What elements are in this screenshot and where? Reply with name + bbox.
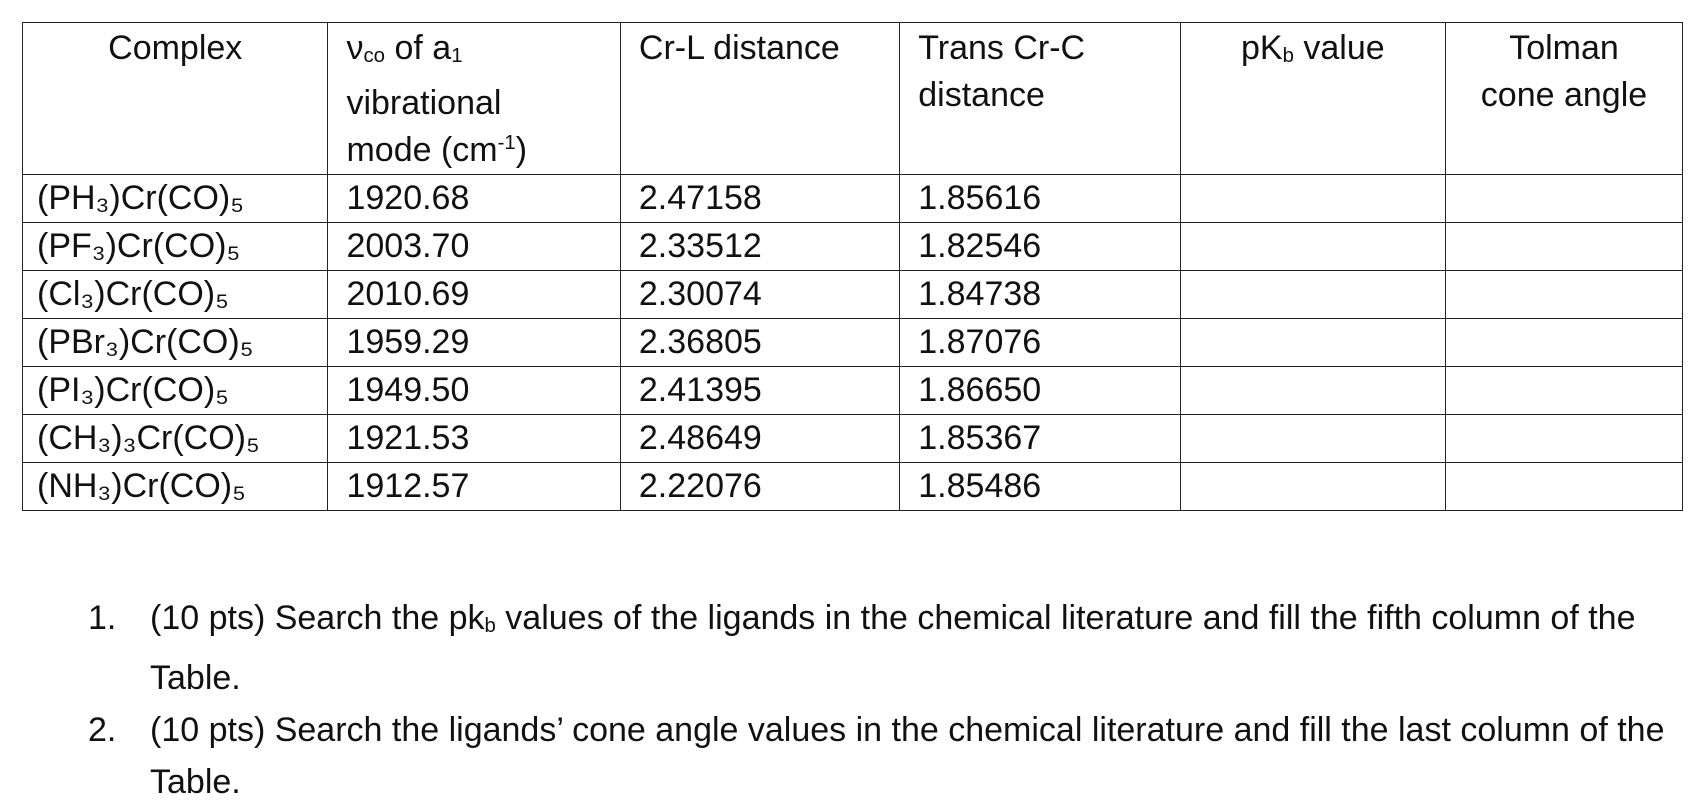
cell-cone-angle — [1445, 271, 1682, 319]
question-text: (10 pts) Search the $pk_b$ values of the ligands in the chemical literature and fill the fifth column of the Table. — [150, 599, 1636, 698]
cell-pkb — [1180, 175, 1445, 223]
cell-trans-cr-c: 1.84738 — [900, 271, 1180, 319]
question-text: (10 pts) Search the ligands’ cone angle values in the chemical literature and fill the last column of the Table. — [150, 711, 1665, 802]
data-table — [22, 22, 1683, 511]
cell-cone-angle — [1445, 415, 1682, 463]
cell-cone-angle — [1445, 223, 1682, 271]
table-row — [23, 175, 1683, 223]
cell-pkb — [1180, 223, 1445, 271]
table-header-row — [23, 23, 1683, 175]
header-cr-l-distance: Cr-L distance — [620, 23, 899, 175]
table-row — [23, 415, 1683, 463]
cell-pkb — [1180, 415, 1445, 463]
question-number: 1. — [88, 599, 117, 637]
cell-nu-co: 1949.50 — [328, 367, 620, 415]
header-pkb-value: $pK_b$ value — [1180, 23, 1445, 175]
cell-cr-l: 2.30074 — [620, 271, 899, 319]
cell-nu-co: 1921.53 — [328, 415, 620, 463]
header-trans-cr-c-distance: Trans Cr-C distance — [900, 23, 1180, 175]
cell-trans-cr-c: 1.85367 — [900, 415, 1180, 463]
cell-cone-angle — [1445, 319, 1682, 367]
cell-nu-co: 1912.57 — [328, 463, 620, 511]
cell-trans-cr-c: 1.85616 — [900, 175, 1180, 223]
cell-complex: (PI₃)Cr(CO)₅ — [23, 367, 328, 415]
cell-complex: (CH₃)₃Cr(CO)₅ — [23, 415, 328, 463]
cell-complex: (NH₃)Cr(CO)₅ — [23, 463, 328, 511]
cell-trans-cr-c: 1.87076 — [900, 319, 1180, 367]
cell-cone-angle — [1445, 175, 1682, 223]
cell-nu-co: 1920.68 — [328, 175, 620, 223]
cell-cr-l: 2.47158 — [620, 175, 899, 223]
cell-complex: (PH₃)Cr(CO)₅ — [23, 175, 328, 223]
cell-cr-l: 2.33512 — [620, 223, 899, 271]
cell-cr-l: 2.41395 — [620, 367, 899, 415]
header-complex: Complex — [23, 23, 328, 175]
cell-trans-cr-c: 1.85486 — [900, 463, 1180, 511]
cell-trans-cr-c: 1.82546 — [900, 223, 1180, 271]
cell-trans-cr-c: 1.86650 — [900, 367, 1180, 415]
cell-cone-angle — [1445, 367, 1682, 415]
cell-cr-l: 2.22076 — [620, 463, 899, 511]
cell-pkb — [1180, 463, 1445, 511]
header-tolman-cone-angle: Tolman cone angle — [1445, 23, 1682, 175]
question-item — [88, 704, 1678, 808]
question-item — [88, 592, 1678, 704]
cell-nu-co: 2010.69 — [328, 271, 620, 319]
table-row — [23, 319, 1683, 367]
header-vibrational-mode: $\nu_{co}$ of $a_1$ vibrational mode $(cm^{-1})$ — [328, 23, 620, 175]
cell-nu-co: 2003.70 — [328, 223, 620, 271]
cell-cone-angle — [1445, 463, 1682, 511]
question-number: 2. — [88, 711, 117, 750]
cell-complex: (PF₃)Cr(CO)₅ — [23, 223, 328, 271]
table-row — [23, 271, 1683, 319]
cell-pkb — [1180, 367, 1445, 415]
cell-cr-l: 2.48649 — [620, 415, 899, 463]
question-list — [88, 592, 1678, 808]
table-row — [23, 367, 1683, 415]
table-row — [23, 223, 1683, 271]
table-row — [23, 463, 1683, 511]
cell-pkb — [1180, 319, 1445, 367]
cell-pkb — [1180, 271, 1445, 319]
cell-nu-co: 1959.29 — [328, 319, 620, 367]
cell-cr-l: 2.36805 — [620, 319, 899, 367]
cell-complex: (PBr₃)Cr(CO)₅ — [23, 319, 328, 367]
cell-complex: (Cl₃)Cr(CO)₅ — [23, 271, 328, 319]
